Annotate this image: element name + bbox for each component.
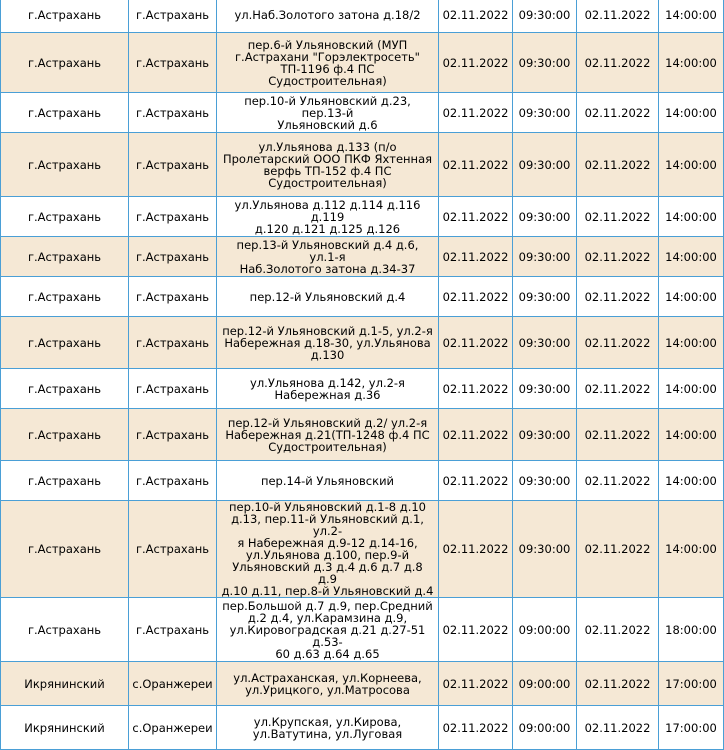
start-time-cell: 09:00:00 [513, 598, 577, 662]
end-date-cell: 02.11.2022 [577, 501, 659, 598]
district-cell: г.Астрахань [1, 133, 129, 197]
start-time-cell: 09:30:00 [513, 197, 577, 237]
address-cell [217, 277, 439, 317]
start-date-cell: 02.11.2022 [439, 0, 513, 33]
end-date-cell: 02.11.2022 [577, 409, 659, 461]
end-date-cell: 02.11.2022 [577, 461, 659, 501]
district-cell: г.Астрахань [1, 369, 129, 409]
address-line: пер.10-й Ульяновский д.23, пер.13-й [244, 93, 411, 120]
table-row [1, 662, 724, 706]
end-date-cell: 02.11.2022 [577, 93, 659, 133]
table-row [1, 33, 724, 93]
locality-cell: г.Астрахань [129, 0, 217, 33]
address-line: Ульяновский д.3 д.4 д.6 д.7 д.8 д.9 [232, 560, 423, 586]
table-row [1, 598, 724, 662]
locality-cell: г.Астрахань [129, 317, 217, 369]
address-line: Ульяновский д.6 [277, 117, 378, 132]
start-date-cell: 02.11.2022 [439, 93, 513, 133]
end-date-cell: 02.11.2022 [577, 598, 659, 662]
start-date-cell: 02.11.2022 [439, 501, 513, 598]
end-time-cell: 14:00:00 [659, 461, 724, 501]
start-date-cell: 02.11.2022 [439, 277, 513, 317]
start-time-cell: 09:30:00 [513, 0, 577, 33]
end-time-cell: 14:00:00 [659, 33, 724, 93]
end-time-cell: 14:00:00 [659, 197, 724, 237]
address-line: ул.Ватутина, ул.Луговая [252, 726, 403, 741]
address-line: я Набережная д.9-12 д.14-16, [237, 536, 418, 550]
end-date-cell: 02.11.2022 [577, 237, 659, 277]
end-date-cell: 02.11.2022 [577, 662, 659, 706]
end-time-cell: 14:00:00 [659, 133, 724, 197]
start-date-cell: 02.11.2022 [439, 133, 513, 197]
address-line: Судостроительная) [268, 175, 387, 190]
address-cell [217, 598, 439, 662]
locality-cell: г.Астрахань [129, 133, 217, 197]
start-date-cell: 02.11.2022 [439, 369, 513, 409]
start-time-cell: 09:00:00 [513, 706, 577, 750]
end-date-cell: 02.11.2022 [577, 369, 659, 409]
district-cell: г.Астрахань [1, 317, 129, 369]
start-time-cell: 09:30:00 [513, 93, 577, 133]
end-date-cell: 02.11.2022 [577, 133, 659, 197]
table-row [1, 197, 724, 237]
end-time-cell: 14:00:00 [659, 369, 724, 409]
start-time-cell: 09:30:00 [513, 237, 577, 277]
start-date-cell: 02.11.2022 [439, 33, 513, 93]
start-time-cell: 09:30:00 [513, 277, 577, 317]
district-cell: г.Астрахань [1, 277, 129, 317]
address-cell [217, 706, 439, 750]
address-line: 60 д.63 д.64 д.65 [275, 646, 380, 661]
start-date-cell: 02.11.2022 [439, 237, 513, 277]
address-line: ул.Наб.Золотого затона д.18/2 [234, 7, 421, 22]
end-time-cell: 17:00:00 [659, 706, 724, 750]
address-cell [217, 197, 439, 237]
end-date-cell: 02.11.2022 [577, 197, 659, 237]
address-cell [217, 369, 439, 409]
address-line: Набережная д.21(ТП-1248 ф.4 ПС [225, 427, 430, 442]
district-cell: Икрянинский [1, 706, 129, 750]
table-row [1, 277, 724, 317]
end-time-cell: 14:00:00 [659, 409, 724, 461]
address-line: ул.Урицкого, ул.Матросова [245, 682, 410, 697]
table-row [1, 237, 724, 277]
start-date-cell: 02.11.2022 [439, 662, 513, 706]
locality-cell: г.Астрахань [129, 197, 217, 237]
table-row [1, 706, 724, 750]
address-cell [217, 317, 439, 369]
end-time-cell: 14:00:00 [659, 501, 724, 598]
address-cell [217, 93, 439, 133]
start-time-cell: 09:30:00 [513, 409, 577, 461]
address-line: ул.Ульянова д.112 д.114 д.116 д.119 [234, 197, 421, 224]
locality-cell: с.Оранжереи [129, 706, 217, 750]
locality-cell: г.Астрахань [129, 237, 217, 277]
address-line: д.13, пер.11-й Ульяновский д.1, ул.2- [231, 512, 424, 538]
locality-cell: г.Астрахань [129, 461, 217, 501]
address-cell [217, 461, 439, 501]
start-date-cell: 02.11.2022 [439, 706, 513, 750]
address-cell [217, 409, 439, 461]
district-cell: Икрянинский [1, 662, 129, 706]
end-date-cell: 02.11.2022 [577, 706, 659, 750]
table-row [1, 0, 724, 33]
address-line: Пролетарский ООО ПКФ Яхтенная [222, 151, 433, 166]
address-cell [217, 0, 439, 33]
locality-cell: г.Астрахань [129, 369, 217, 409]
address-line: г.Астрахани "Горэлектросеть" [235, 49, 420, 64]
table-row [1, 93, 724, 133]
end-date-cell: 02.11.2022 [577, 277, 659, 317]
address-line: д.130 [310, 347, 345, 362]
address-line: пер.12-й Ульяновский д.1-5, ул.2-я [222, 323, 433, 338]
end-date-cell: 02.11.2022 [577, 33, 659, 93]
address-line: ул.Крупская, ул.Кирова, [253, 714, 402, 729]
address-line: пер.6-й Ульяновский (МУП [247, 37, 408, 52]
district-cell: г.Астрахань [1, 461, 129, 501]
district-cell: г.Астрахань [1, 501, 129, 598]
start-date-cell: 02.11.2022 [439, 409, 513, 461]
start-date-cell: 02.11.2022 [439, 598, 513, 662]
district-cell: г.Астрахань [1, 237, 129, 277]
address-line: д.120 д.121 д.125 д.126 [254, 221, 401, 236]
end-date-cell: 02.11.2022 [577, 317, 659, 369]
address-line: верфь ТП-152 ф.4 ПС [263, 163, 392, 178]
start-time-cell: 09:30:00 [513, 317, 577, 369]
locality-cell: г.Астрахань [129, 409, 217, 461]
address-cell [217, 33, 439, 93]
address-line: ул.Ульянова д.142, ул.2-я [250, 375, 405, 390]
address-line: ул.Ульянова д.100, пер.9-й [245, 548, 410, 562]
address-line: Набережная д.18-30, ул.Ульянова [224, 335, 431, 350]
table-row [1, 409, 724, 461]
district-cell: г.Астрахань [1, 93, 129, 133]
end-time-cell: 14:00:00 [659, 317, 724, 369]
locality-cell: г.Астрахань [129, 33, 217, 93]
start-time-cell: 09:30:00 [513, 369, 577, 409]
end-time-cell: 14:00:00 [659, 93, 724, 133]
address-line: Судостроительная) [268, 439, 387, 454]
locality-cell: г.Астрахань [129, 598, 217, 662]
table-row [1, 461, 724, 501]
start-time-cell: 09:30:00 [513, 33, 577, 93]
district-cell: г.Астрахань [1, 0, 129, 33]
district-cell: г.Астрахань [1, 409, 129, 461]
start-time-cell: 09:30:00 [513, 461, 577, 501]
end-date-cell: 02.11.2022 [577, 0, 659, 33]
start-date-cell: 02.11.2022 [439, 317, 513, 369]
address-line: д.2 д.4, ул.Карамзина д.9, [247, 610, 408, 625]
address-line: ул.Кировоградская д.21 д.27-51 д.53- [229, 622, 426, 649]
district-cell: г.Астрахань [1, 33, 129, 93]
address-line: пер.14-й Ульяновский [260, 473, 395, 488]
address-line: пер.Большой д.7 д.9, пер.Средний [222, 598, 433, 613]
address-line: ТП-1196 ф.4 ПС Судостроительная) [268, 61, 387, 88]
address-cell [217, 133, 439, 197]
address-line: д.10 д.11, пер.8-й Ульяновский д.4 [221, 584, 434, 598]
district-cell: г.Астрахань [1, 197, 129, 237]
address-line: Набережная д.36 [274, 387, 381, 402]
end-time-cell: 14:00:00 [659, 0, 724, 33]
end-time-cell: 14:00:00 [659, 237, 724, 277]
locality-cell: г.Астрахань [129, 277, 217, 317]
end-time-cell: 18:00:00 [659, 598, 724, 662]
start-date-cell: 02.11.2022 [439, 461, 513, 501]
address-line: ул.Астраханская, ул.Корнеева, [233, 670, 422, 685]
locality-cell: г.Астрахань [129, 93, 217, 133]
address-cell [217, 237, 439, 277]
address-line: Наб.Золотого затона д.34-37 [239, 261, 416, 276]
address-line: ул.Ульянова д.133 (п/о [258, 139, 397, 154]
address-cell [217, 662, 439, 706]
address-line: пер.10-й Ульяновский д.1-8 д.10 [228, 500, 426, 514]
district-cell: г.Астрахань [1, 598, 129, 662]
locality-cell: с.Оранжереи [129, 662, 217, 706]
locality-cell: г.Астрахань [129, 501, 217, 598]
end-time-cell: 17:00:00 [659, 662, 724, 706]
end-time-cell: 14:00:00 [659, 277, 724, 317]
table-row [1, 369, 724, 409]
table-row [1, 501, 724, 598]
table-row [1, 317, 724, 369]
address-cell [217, 501, 439, 598]
start-time-cell: 09:30:00 [513, 501, 577, 598]
address-line: пер.12-й Ульяновский д.2/ ул.2-я [227, 415, 428, 430]
table-row [1, 133, 724, 197]
start-time-cell: 09:00:00 [513, 662, 577, 706]
start-time-cell: 09:30:00 [513, 133, 577, 197]
start-date-cell: 02.11.2022 [439, 197, 513, 237]
address-line: пер.12-й Ульяновский д.4 [249, 289, 406, 304]
address-line: пер.13-й Ульяновский д.4 д.6, ул.1-я [236, 237, 419, 264]
